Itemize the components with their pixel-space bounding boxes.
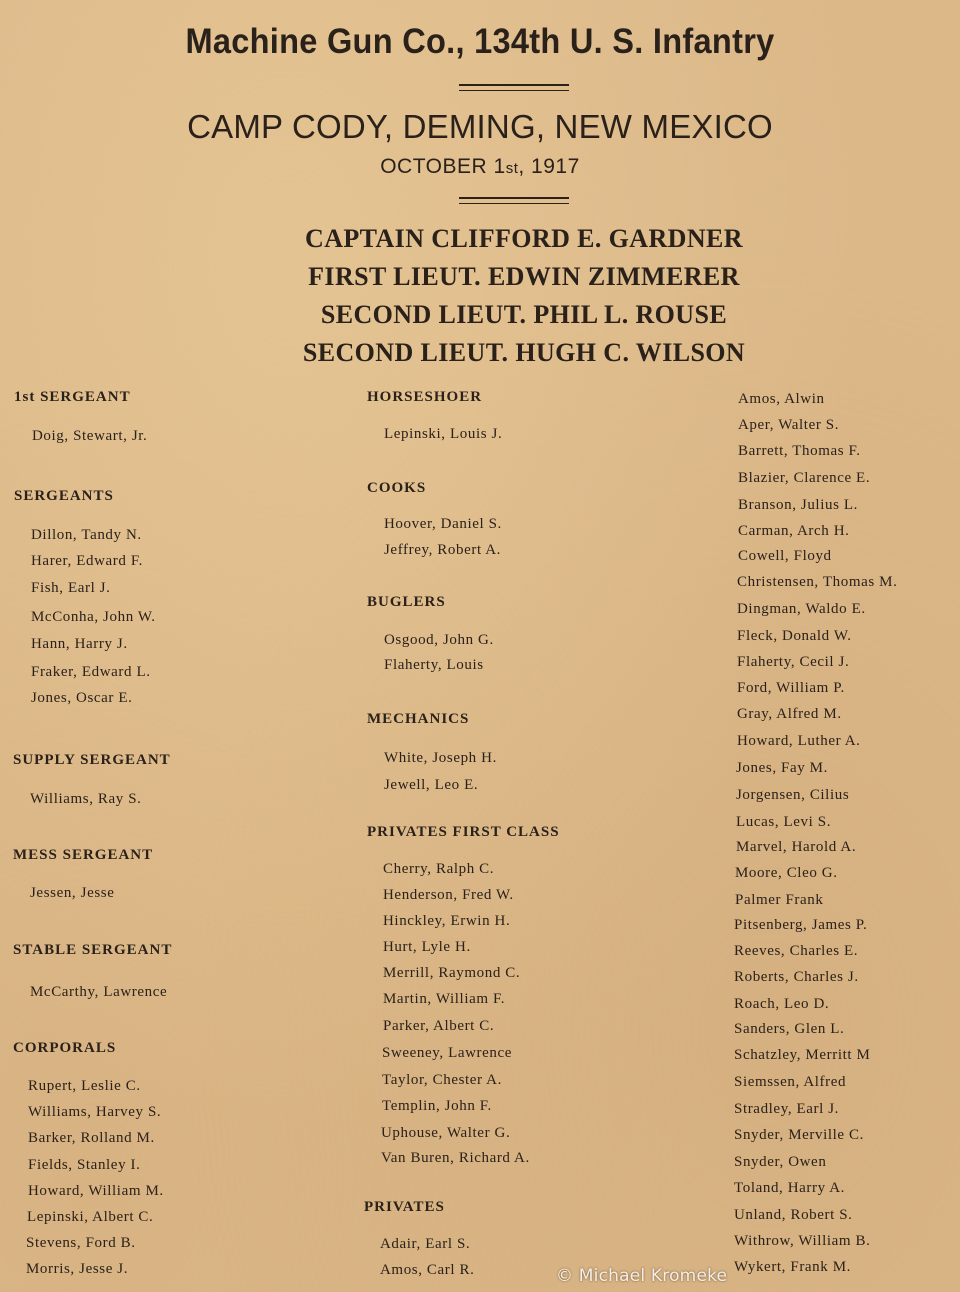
roster-name: Osgood, John G. bbox=[384, 632, 494, 648]
roster-name: Jeffrey, Robert A. bbox=[384, 542, 502, 558]
roster-name: Marvel, Harold A. bbox=[736, 839, 857, 855]
roster-name: Taylor, Chester A. bbox=[382, 1072, 502, 1088]
roster-name: Unland, Robert S. bbox=[734, 1207, 853, 1223]
roster-name: Blazier, Clarence E. bbox=[738, 470, 871, 486]
roster-name: Fish, Earl J. bbox=[31, 580, 111, 596]
roster-name: Ford, William P. bbox=[737, 680, 845, 696]
roster-name: Aper, Walter S. bbox=[738, 417, 840, 433]
roster-name: Jones, Fay M. bbox=[736, 760, 828, 776]
date-year: , 1917 bbox=[518, 155, 580, 178]
roster-name: Cowell, Floyd bbox=[738, 548, 832, 564]
heading-supply-sergeant: SUPPLY SERGEANT bbox=[13, 752, 171, 768]
roster-name: Harer, Edward F. bbox=[31, 553, 143, 569]
date-suffix: st bbox=[505, 160, 519, 177]
roster-name: Howard, William M. bbox=[28, 1183, 164, 1199]
roster-name: Fleck, Donald W. bbox=[737, 628, 852, 644]
roster-name: Flaherty, Louis bbox=[384, 657, 484, 673]
roster-name: Hinckley, Erwin H. bbox=[383, 913, 511, 929]
roster-name: Snyder, Owen bbox=[734, 1154, 827, 1170]
roster-name: Morris, Jesse J. bbox=[26, 1261, 129, 1277]
roster-name: Barrett, Thomas F. bbox=[738, 443, 861, 459]
roster-date bbox=[0, 155, 960, 179]
roster-name: Templin, John F. bbox=[382, 1098, 492, 1114]
roster-name: Stevens, Ford B. bbox=[26, 1235, 136, 1251]
roster-name: Amos, Alwin bbox=[738, 391, 825, 407]
roster-name: Martin, William F. bbox=[383, 991, 506, 1007]
roster-name: Roach, Leo D. bbox=[734, 996, 830, 1012]
roster-name: Lepinski, Albert C. bbox=[27, 1209, 154, 1225]
divider-mid-1 bbox=[459, 197, 569, 199]
roster-name: Moore, Cleo G. bbox=[735, 865, 838, 881]
roster-name: Pitsenberg, James P. bbox=[734, 917, 868, 933]
roster-name: Siemssen, Alfred bbox=[734, 1074, 847, 1090]
roster-name: McCarthy, Lawrence bbox=[30, 984, 168, 1000]
roster-name: Palmer Frank bbox=[735, 892, 824, 908]
roster-name: Henderson, Fred W. bbox=[383, 887, 514, 903]
roster-name: Fraker, Edward L. bbox=[31, 664, 151, 680]
heading-sergeants: SERGEANTS bbox=[14, 488, 114, 504]
roster-name: Uphouse, Walter G. bbox=[381, 1125, 511, 1141]
roster-name: Wykert, Frank M. bbox=[734, 1259, 852, 1275]
roster-name: Rupert, Leslie C. bbox=[28, 1078, 141, 1094]
roster-name: Howard, Luther A. bbox=[737, 733, 861, 749]
heading-cooks: COOKS bbox=[367, 480, 427, 496]
roster-name: Merrill, Raymond C. bbox=[383, 965, 521, 981]
roster-name: Flaherty, Cecil J. bbox=[737, 654, 850, 670]
officer-first-lieut: FIRST LIEUT. EDWIN ZIMMERER bbox=[308, 262, 740, 291]
roster-name: Williams, Ray S. bbox=[30, 791, 142, 807]
roster-name: Doig, Stewart, Jr. bbox=[32, 428, 148, 444]
roster-name: Snyder, Merville C. bbox=[734, 1127, 864, 1143]
heading-corporals: CORPORALS bbox=[13, 1040, 117, 1056]
roster-name: Williams, Harvey S. bbox=[28, 1104, 162, 1120]
roster-name: Lepinski, Louis J. bbox=[384, 426, 503, 442]
roster-name: Sweeney, Lawrence bbox=[382, 1045, 512, 1061]
roster-name: Roberts, Charles J. bbox=[734, 969, 859, 985]
roster-name: Stradley, Earl J. bbox=[734, 1101, 840, 1117]
date-main: OCTOBER 1 bbox=[380, 155, 506, 178]
roster-name: Jones, Oscar E. bbox=[31, 690, 133, 706]
roster-name: Van Buren, Richard A. bbox=[381, 1150, 530, 1166]
heading-privates: PRIVATES bbox=[364, 1199, 445, 1215]
roster-name: Toland, Harry A. bbox=[734, 1180, 846, 1196]
roster-name: Cherry, Ralph C. bbox=[383, 861, 495, 877]
officer-second-lieut-1: SECOND LIEUT. PHIL L. ROUSE bbox=[320, 300, 728, 329]
officer-captain: CAPTAIN CLIFFORD E. GARDNER bbox=[305, 224, 743, 253]
roster-name: Jessen, Jesse bbox=[30, 885, 115, 901]
copyright-watermark: © Michael Kromeke bbox=[556, 1266, 728, 1286]
roster-name: Dillon, Tandy N. bbox=[31, 527, 142, 543]
roster-name: Hoover, Daniel S. bbox=[384, 516, 502, 532]
roster-name: Amos, Carl R. bbox=[380, 1262, 475, 1278]
page-title: Machine Gun Co., 134th U. S. Infantry bbox=[185, 22, 775, 61]
roster-name: Schatzley, Merritt M bbox=[734, 1047, 871, 1063]
roster-name: Adair, Earl S. bbox=[380, 1236, 471, 1252]
roster-name: Hann, Harry J. bbox=[31, 636, 128, 652]
roster-name: Barker, Rolland M. bbox=[28, 1130, 155, 1146]
roster-name: Lucas, Levi S. bbox=[736, 814, 832, 830]
roster-name: Carman, Arch H. bbox=[738, 523, 850, 539]
roster-name: Reeves, Charles E. bbox=[734, 943, 859, 959]
roster-name: Withrow, William B. bbox=[734, 1233, 871, 1249]
heading-1st-sergeant: 1st SERGEANT bbox=[14, 389, 131, 405]
heading-horseshoer: HORSESHOER bbox=[367, 389, 483, 405]
roster-name: Dingman, Waldo E. bbox=[737, 601, 866, 617]
officer-second-lieut-2: SECOND LIEUT. HUGH C. WILSON bbox=[302, 338, 746, 367]
roster-name: Fields, Stanley I. bbox=[28, 1157, 141, 1173]
roster-name: Jorgensen, Cilius bbox=[736, 787, 850, 803]
roster-name: Sanders, Glen L. bbox=[734, 1021, 845, 1037]
roster-name: Christensen, Thomas M. bbox=[737, 574, 898, 590]
roster-name: Gray, Alfred M. bbox=[737, 706, 842, 722]
roster-name: Jewell, Leo E. bbox=[384, 777, 479, 793]
roster-name: White, Joseph H. bbox=[384, 750, 497, 766]
roster-name: Hurt, Lyle H. bbox=[383, 939, 471, 955]
divider-top-2 bbox=[459, 90, 569, 91]
heading-privates-first-class: PRIVATES FIRST CLASS bbox=[367, 824, 560, 840]
camp-location: CAMP CODY, DEMING, NEW MEXICO bbox=[187, 108, 773, 145]
divider-top-1 bbox=[459, 84, 569, 86]
roster-name: Branson, Julius L. bbox=[738, 497, 858, 513]
heading-mess-sergeant: MESS SERGEANT bbox=[13, 847, 154, 863]
roster-name: McConha, John W. bbox=[31, 609, 156, 625]
heading-mechanics: MECHANICS bbox=[367, 711, 470, 727]
roster-name: Parker, Albert C. bbox=[383, 1018, 495, 1034]
heading-buglers: BUGLERS bbox=[367, 594, 446, 610]
heading-stable-sergeant: STABLE SERGEANT bbox=[13, 942, 173, 958]
divider-mid-2 bbox=[459, 203, 569, 204]
